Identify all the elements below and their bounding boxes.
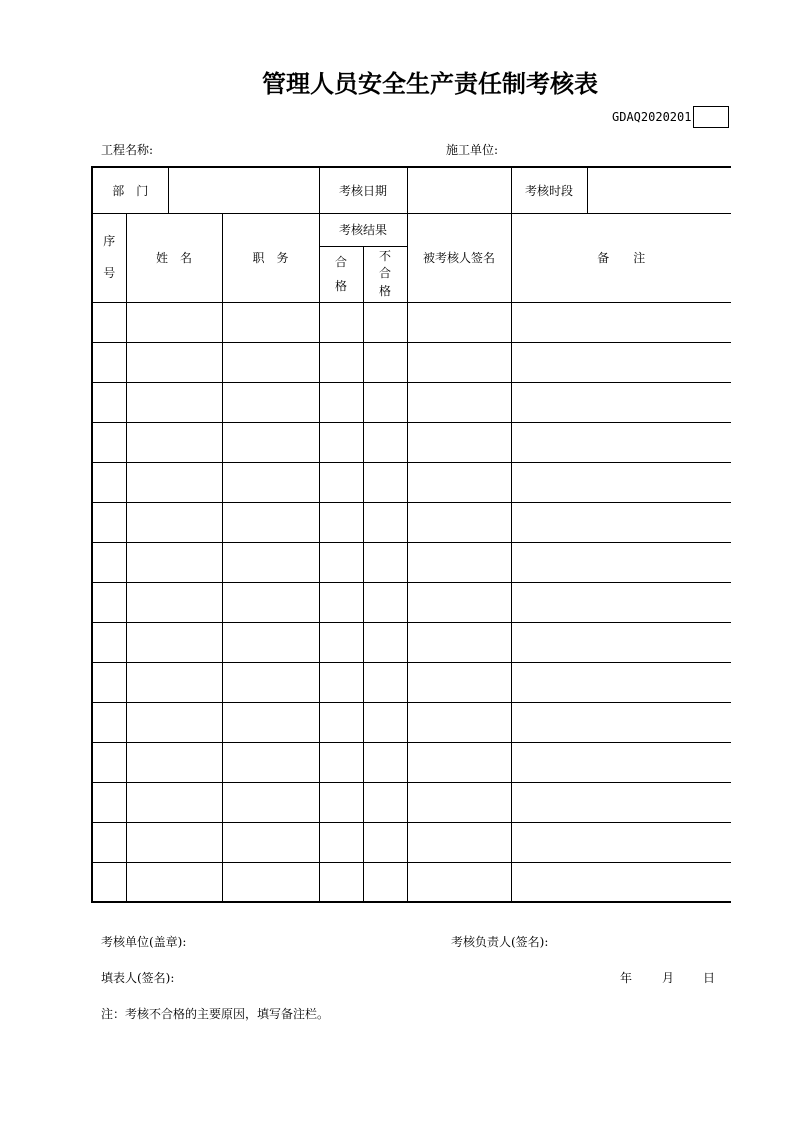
position-cell[interactable] [222, 462, 319, 502]
assess-leader-label: 考核负责人(签名): [451, 935, 549, 949]
seq-cell[interactable] [92, 302, 126, 342]
form-code-box[interactable] [693, 106, 729, 128]
position-cell[interactable] [222, 702, 319, 742]
result-header: 考核结果 [319, 213, 407, 246]
name-cell[interactable] [126, 342, 222, 382]
signature-cell[interactable] [407, 742, 511, 782]
pass-header-a: 合 [335, 255, 348, 269]
name-cell[interactable] [126, 502, 222, 542]
table-row [92, 342, 731, 382]
table-row [92, 822, 731, 862]
name-cell[interactable] [126, 662, 222, 702]
construction-unit-label: 施工单位: [446, 143, 499, 157]
date-day-label: 日 [703, 971, 716, 985]
remarks-cell[interactable] [511, 422, 731, 462]
fail-header-a: 不 [379, 248, 392, 263]
position-cell[interactable] [222, 742, 319, 782]
seq-cell[interactable] [92, 702, 126, 742]
table-row [92, 382, 731, 422]
date-month-label: 月 [662, 971, 675, 985]
name-cell[interactable] [126, 542, 222, 582]
pass-cell[interactable] [319, 342, 363, 382]
footer-note: 注：考核不合格的主要原因，填写备注栏。 [101, 1007, 330, 1021]
name-cell[interactable] [126, 862, 222, 902]
remarks-header: 备 注 [511, 213, 731, 302]
fail-cell[interactable] [363, 542, 407, 582]
fail-cell[interactable] [363, 462, 407, 502]
signature-cell[interactable] [407, 342, 511, 382]
fail-header-b: 合 [379, 266, 392, 281]
date-year-label: 年 [620, 971, 633, 985]
seq-cell[interactable] [92, 862, 126, 902]
remarks-cell[interactable] [511, 342, 731, 382]
signature-cell[interactable] [407, 702, 511, 742]
position-cell[interactable] [222, 862, 319, 902]
remarks-cell[interactable] [511, 382, 731, 422]
remarks-cell[interactable] [511, 582, 731, 622]
signature-cell[interactable] [407, 622, 511, 662]
position-cell[interactable] [222, 582, 319, 622]
pass-cell[interactable] [319, 742, 363, 782]
seq-header-b: 号 [103, 265, 116, 280]
signature-cell[interactable] [407, 502, 511, 542]
position-cell[interactable] [222, 822, 319, 862]
fail-cell[interactable] [363, 782, 407, 822]
fail-cell[interactable] [363, 622, 407, 662]
pass-cell[interactable] [319, 662, 363, 702]
name-cell[interactable] [126, 742, 222, 782]
table-row [92, 742, 731, 782]
signature-cell[interactable] [407, 422, 511, 462]
seq-cell[interactable] [92, 342, 126, 382]
name-cell[interactable] [126, 462, 222, 502]
table-row [92, 502, 731, 542]
assess-date-label: 考核日期 [319, 167, 407, 213]
table-row [92, 542, 731, 582]
pass-cell[interactable] [319, 542, 363, 582]
fail-cell[interactable] [363, 662, 407, 702]
table-row [92, 702, 731, 742]
seq-header [92, 213, 126, 302]
signature-cell[interactable] [407, 462, 511, 502]
signature-cell[interactable] [407, 542, 511, 582]
name-cell[interactable] [126, 302, 222, 342]
position-cell[interactable] [222, 662, 319, 702]
position-cell[interactable] [222, 782, 319, 822]
remarks-cell[interactable] [511, 502, 731, 542]
signature-header: 被考核人签名 [407, 213, 511, 302]
remarks-cell[interactable] [511, 702, 731, 742]
pass-cell[interactable] [319, 422, 363, 462]
department-field[interactable] [168, 167, 319, 213]
seq-cell[interactable] [92, 462, 126, 502]
pass-cell[interactable] [319, 502, 363, 542]
pass-cell[interactable] [319, 582, 363, 622]
table-row [92, 622, 731, 662]
table-row [92, 662, 731, 702]
column-header-row [92, 213, 731, 246]
position-cell[interactable] [222, 302, 319, 342]
seq-header-a: 序 [103, 234, 116, 249]
remarks-cell[interactable] [511, 462, 731, 502]
fail-cell[interactable] [363, 502, 407, 542]
name-header: 姓 名 [126, 213, 222, 302]
pass-cell[interactable] [319, 462, 363, 502]
fail-cell[interactable] [363, 422, 407, 462]
position-cell[interactable] [222, 342, 319, 382]
signature-cell[interactable] [407, 862, 511, 902]
position-header: 职 务 [222, 213, 319, 302]
seq-cell[interactable] [92, 662, 126, 702]
signature-cell[interactable] [407, 582, 511, 622]
position-cell[interactable] [222, 422, 319, 462]
signature-cell[interactable] [407, 782, 511, 822]
department-label: 部 门 [92, 167, 168, 213]
form-code: GDAQ2020201 [612, 110, 692, 124]
fail-cell[interactable] [363, 582, 407, 622]
signature-cell[interactable] [407, 662, 511, 702]
seq-cell[interactable] [92, 822, 126, 862]
header-info-row [92, 167, 731, 213]
table-row [92, 302, 731, 342]
assess-period-label: 考核时段 [511, 167, 587, 213]
remarks-cell[interactable] [511, 662, 731, 702]
table-row [92, 582, 731, 622]
remarks-cell[interactable] [511, 742, 731, 782]
seq-cell[interactable] [92, 742, 126, 782]
name-cell[interactable] [126, 422, 222, 462]
name-cell[interactable] [126, 622, 222, 662]
seq-cell[interactable] [92, 422, 126, 462]
fail-cell[interactable] [363, 702, 407, 742]
signature-cell[interactable] [407, 302, 511, 342]
seq-cell[interactable] [92, 502, 126, 542]
remarks-cell[interactable] [511, 622, 731, 662]
remarks-cell[interactable] [511, 822, 731, 862]
fail-header [363, 246, 407, 302]
filler-label: 填表人(签名): [101, 971, 175, 985]
pass-cell[interactable] [319, 822, 363, 862]
pass-cell[interactable] [319, 622, 363, 662]
remarks-cell[interactable] [511, 782, 731, 822]
seq-cell[interactable] [92, 582, 126, 622]
position-cell[interactable] [222, 542, 319, 582]
fail-cell[interactable] [363, 382, 407, 422]
assess-period-field[interactable] [587, 167, 731, 213]
position-cell[interactable] [222, 382, 319, 422]
table-row [92, 462, 731, 502]
fail-cell[interactable] [363, 302, 407, 342]
name-cell[interactable] [126, 582, 222, 622]
fail-cell[interactable] [363, 862, 407, 902]
table-row [92, 422, 731, 462]
name-cell[interactable] [126, 822, 222, 862]
position-cell[interactable] [222, 622, 319, 662]
fail-header-c: 格 [379, 283, 392, 298]
pass-cell[interactable] [319, 862, 363, 902]
seq-cell[interactable] [92, 382, 126, 422]
remarks-cell[interactable] [511, 862, 731, 902]
seq-cell[interactable] [92, 782, 126, 822]
pass-cell[interactable] [319, 782, 363, 822]
page-title: 管理人员安全生产责任制考核表 [262, 70, 598, 98]
position-cell[interactable] [222, 502, 319, 542]
fail-cell[interactable] [363, 342, 407, 382]
assess-unit-label: 考核单位(盖章): [101, 935, 187, 949]
fail-cell[interactable] [363, 742, 407, 782]
pass-cell[interactable] [319, 302, 363, 342]
project-name-label: 工程名称: [101, 143, 154, 157]
seq-cell[interactable] [92, 622, 126, 662]
table-row [92, 782, 731, 822]
assess-date-field[interactable] [407, 167, 511, 213]
seq-cell[interactable] [92, 542, 126, 582]
pass-header-b: 格 [335, 279, 348, 293]
remarks-cell[interactable] [511, 302, 731, 342]
assessment-table [91, 166, 731, 903]
pass-cell[interactable] [319, 702, 363, 742]
table-row [92, 862, 731, 902]
signature-cell[interactable] [407, 382, 511, 422]
pass-header [319, 246, 363, 302]
name-cell[interactable] [126, 382, 222, 422]
fail-cell[interactable] [363, 822, 407, 862]
name-cell[interactable] [126, 782, 222, 822]
pass-cell[interactable] [319, 382, 363, 422]
name-cell[interactable] [126, 702, 222, 742]
remarks-cell[interactable] [511, 542, 731, 582]
signature-cell[interactable] [407, 822, 511, 862]
